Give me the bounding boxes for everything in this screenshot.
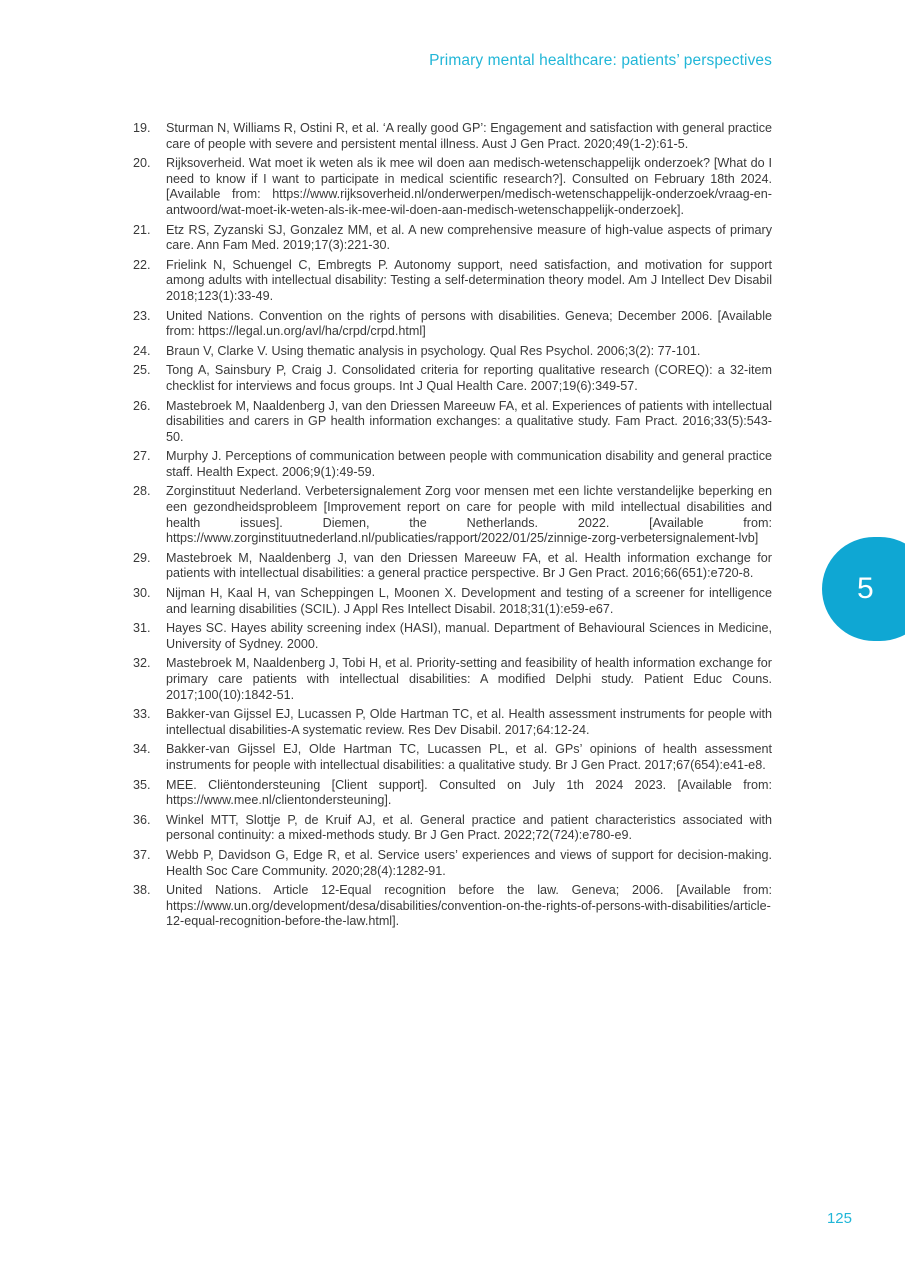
reference-list xyxy=(133,121,772,934)
reference-item-24 xyxy=(133,344,772,360)
reference-text: Frielink N, Schuengel C, Embregts P. Autonomy support, need satisfaction, and motivation for support among adults with intellectual disability: Testing a self-determination theory model. Am J Intellect Dev Disabil 2018;123(1):33-49. xyxy=(166,257,772,303)
reference-text: Murphy J. Perceptions of communication between people with communication disability and general practice staff. Health Expect. 2006;9(1):49-59. xyxy=(166,449,772,479)
reference-item-25 xyxy=(133,363,772,394)
reference-number: 36. xyxy=(133,812,151,827)
reference-item-27 xyxy=(133,449,772,480)
reference-number: 28. xyxy=(133,484,151,499)
reference-item-29 xyxy=(133,551,772,582)
reference-text: United Nations. Article 12-Equal recognition before the law. Geneva; 2006. [Available from: https://www.un.org/development/desa/disabilities/convention-on-the-rights-of-persons-with-disabilities/article-12-equal-recognition-before-the-law.html]. xyxy=(166,883,772,929)
reference-text: Bakker-van Gijssel EJ, Olde Hartman TC, Lucassen PL, et al. GPs’ opinions of health assessment instruments for people with intellectual disabilities: a qualitative study. Br J Gen Pract. 2017;67(654):e41-e8. xyxy=(166,742,772,772)
reference-text: Mastebroek M, Naaldenberg J, van den Driessen Mareeuw FA, et al. Experiences of patients with intellectual disabilities and carers in GP health information exchanges: a qualitative study. Fam Pract. 2016;33(5):543-50. xyxy=(166,398,772,444)
reference-item-36 xyxy=(133,813,772,844)
reference-number: 20. xyxy=(133,156,151,171)
reference-number: 21. xyxy=(133,222,151,237)
reference-number: 22. xyxy=(133,257,151,272)
reference-text: Mastebroek M, Naaldenberg J, van den Driessen Mareeuw FA, et al. Health information exchange for patients with intellectual disabilities: a general practice perspective. Br J Gen Pract. 2016;66(651):e720-8. xyxy=(166,550,772,581)
reference-text: Braun V, Clarke V. Using thematic analysis in psychology. Qual Res Psychol. 2006;3(2): 77-101. xyxy=(166,343,701,358)
chapter-tab xyxy=(822,537,905,641)
page-number: 125 xyxy=(826,1210,852,1227)
reference-item-26 xyxy=(133,399,772,446)
reference-text: Etz RS, Zyzanski SJ, Gonzalez MM, et al. A new comprehensive measure of high-value aspects of primary care. Ann Fam Med. 2019;17(3):221-30. xyxy=(166,222,772,253)
reference-number: 33. xyxy=(133,707,151,722)
reference-text: Zorginstituut Nederland. Verbetersignalement Zorg voor mensen met een lichte verstandelijke beperking en een gezondheidsprobleem [Improvement report on care for people with mild intellectual disabilities and health issues]. Diemen, the Netherlands. 2022. [Available from: https://www.zorginstituutnederland.nl/publicaties/rapport/2022/01/25/zinnige-zorg-verbetersignalement-lvb] xyxy=(166,484,772,546)
reference-number: 34. xyxy=(133,742,151,757)
reference-item-33 xyxy=(133,707,772,738)
reference-item-28 xyxy=(133,484,772,546)
reference-number: 35. xyxy=(133,777,151,792)
reference-item-32 xyxy=(133,656,772,703)
reference-item-34 xyxy=(133,742,772,773)
reference-item-20 xyxy=(133,156,772,218)
reference-number: 29. xyxy=(133,550,151,565)
reference-text: Rijksoverheid. Wat moet ik weten als ik mee wil doen aan medisch-wetenschappelijk onderzoek? [What do I need to know if I want to participate in medical scientific research?]. Consulted on February 18th 2024. [Available from: https://www.rijksoverheid.nl/onderwerpen/medisch-wetenschappelijk-onderzoek/vraag-en-antwoord/wat-moet-ik-weten-als-ik-mee-wil-doen-aan-medisch-wetenschappelijk-onderzoek]. xyxy=(166,156,772,217)
reference-number: 25. xyxy=(133,363,151,378)
reference-text: United Nations. Convention on the rights of persons with disabilities. Geneva; December 2006. [Available from: https://legal.un.org/avl/ha/crpd/crpd.html] xyxy=(166,308,772,339)
reference-number: 19. xyxy=(133,121,151,135)
reference-item-38 xyxy=(133,883,772,930)
reference-number: 23. xyxy=(133,308,151,323)
running-header-title: Primary mental healthcare: patients’ perspectives xyxy=(429,52,772,69)
reference-number: 31. xyxy=(133,621,151,636)
reference-item-30 xyxy=(133,586,772,617)
reference-number: 24. xyxy=(133,343,151,358)
reference-text: Sturman N, Williams R, Ostini R, et al. ‘A really good GP’: Engagement and satisfaction with general practice care of people with severe and persistent mental illness. Aust J Gen Pract. 2020;49(1-2):61-5. xyxy=(166,121,772,151)
reference-text: Tong A, Sainsbury P, Craig J. Consolidated criteria for reporting qualitative research (COREQ): a 32-item checklist for interviews and focus groups. Int J Qual Health Care. 2007;19(6):349-57. xyxy=(166,363,772,393)
reference-item-19 xyxy=(133,121,772,152)
reference-text: Webb P, Davidson G, Edge R, et al. Service users’ experiences and views of support for decision-making. Health Soc Care Community. 2020;28(4):1282-91. xyxy=(166,847,772,878)
reference-text: MEE. Cliëntondersteuning [Client support]. Consulted on July 1th 2024 2023. [Available from: https://www.mee.nl/clientondersteuning]. xyxy=(166,777,772,808)
reference-text: Bakker-van Gijssel EJ, Lucassen P, Olde Hartman TC, et al. Health assessment instruments for people with intellectual disabilities-A systematic review. Res Dev Disabil. 2017;64:12-24. xyxy=(166,707,772,737)
reference-item-21 xyxy=(133,223,772,254)
reference-text: Mastebroek M, Naaldenberg J, Tobi H, et al. Priority-setting and feasibility of health information exchange for primary care patients with intellectual disabilities: A modified Delphi study. Patient Educ Couns. 2017;100(10):1842-51. xyxy=(166,656,772,702)
reference-number: 37. xyxy=(133,847,151,862)
reference-number: 27. xyxy=(133,449,151,464)
reference-item-31 xyxy=(133,621,772,652)
reference-number: 32. xyxy=(133,656,151,671)
reference-text: Winkel MTT, Slottje P, de Kruif AJ, et al. General practice and patient characteristics associated with personal continuity: a mixed-methods study. Br J Gen Pract. 2022;72(724):e780-e9. xyxy=(166,812,772,843)
reference-item-37 xyxy=(133,848,772,879)
reference-number: 30. xyxy=(133,586,151,601)
chapter-number: 5 xyxy=(857,572,874,605)
reference-text: Hayes SC. Hayes ability screening index (HASI), manual. Department of Behavioural Sciences in Medicine, University of Sydney. 2000. xyxy=(166,621,772,651)
reference-item-35 xyxy=(133,778,772,809)
reference-text: Nijman H, Kaal H, van Scheppingen L, Moonen X. Development and testing of a screener for intelligence and learning disabilities (SCIL). J Appl Res Intellect Disabil. 2018;31(1):e59-e67. xyxy=(166,586,772,616)
reference-item-22 xyxy=(133,258,772,305)
reference-number: 38. xyxy=(133,883,151,898)
reference-number: 26. xyxy=(133,398,151,413)
reference-item-23 xyxy=(133,309,772,340)
